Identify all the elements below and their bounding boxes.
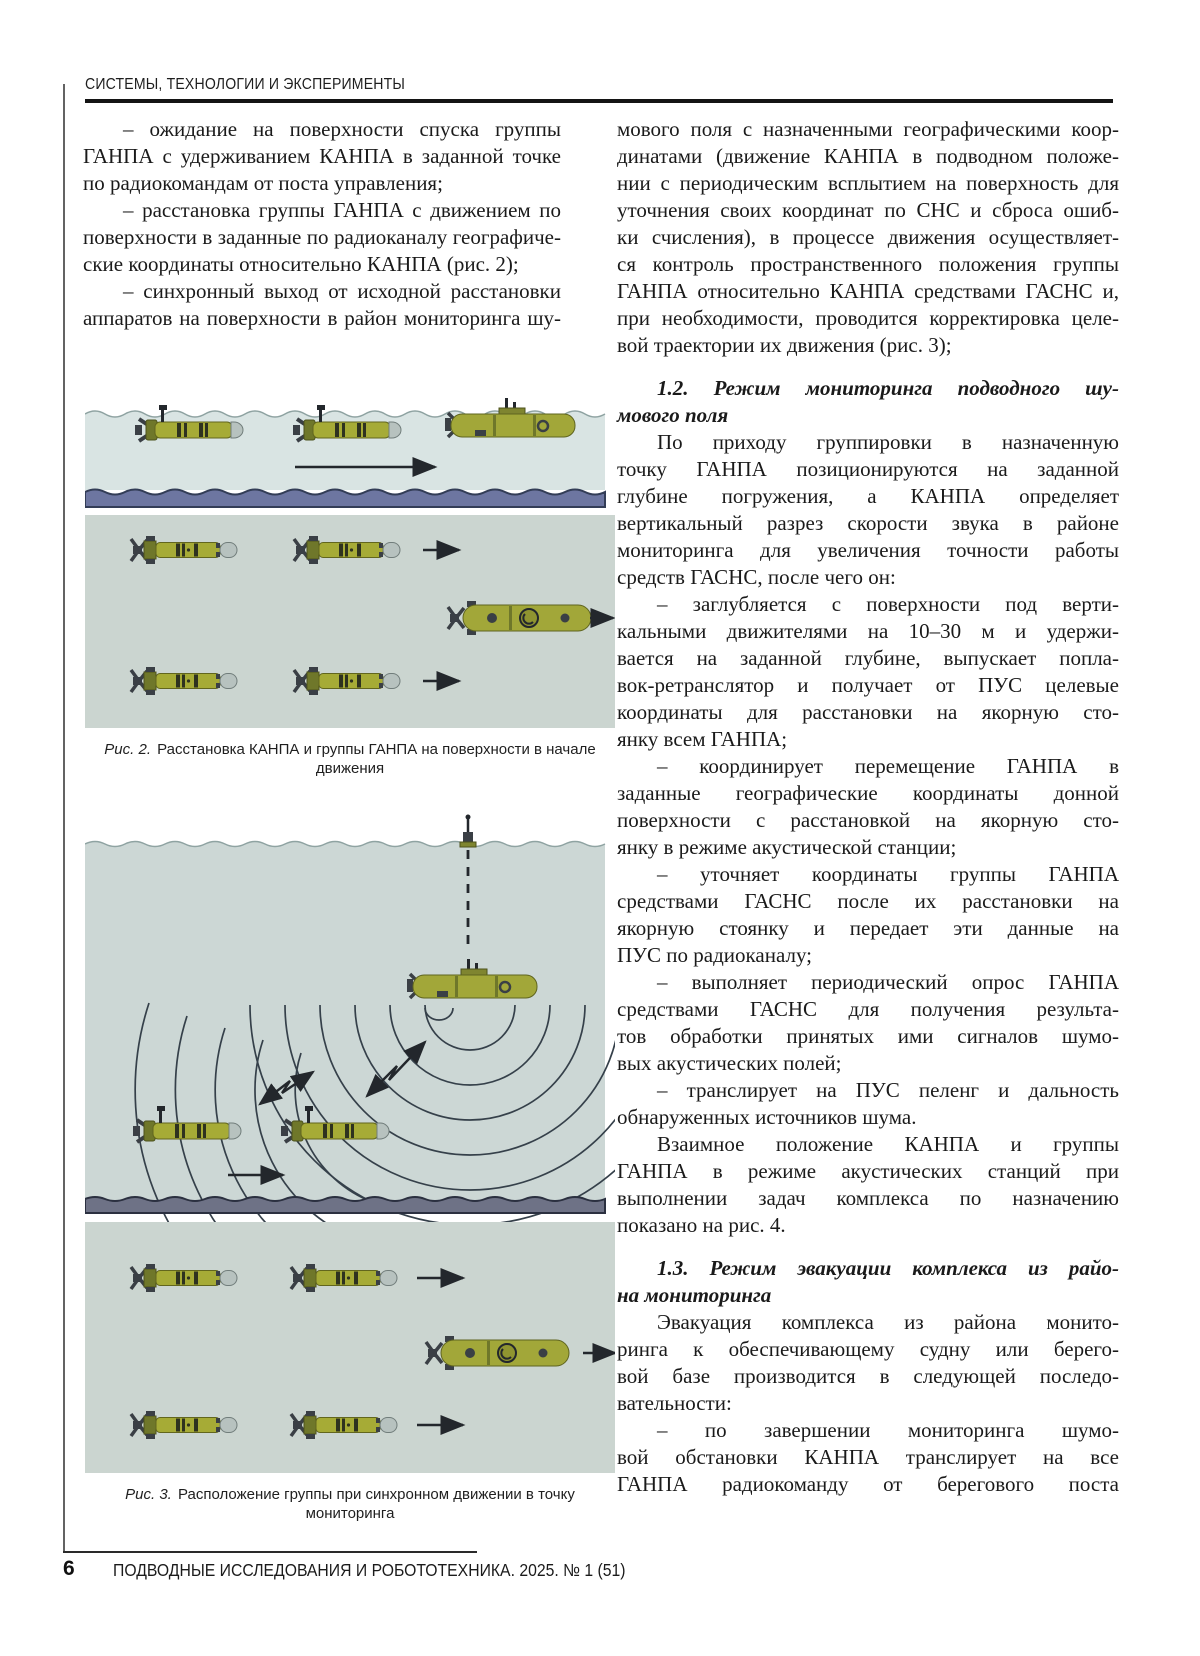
paragraph [617, 861, 1119, 969]
text-line: динатами (движение КАНПА в подводном положе- [617, 144, 1119, 168]
kanpa-auv-plan [448, 601, 591, 635]
text-line: ПУС по радиоканалу; [617, 943, 813, 967]
text-line: средствами ГАСНС для получения результа- [617, 997, 1119, 1021]
text-line: аппаратов на поверхности в район мониторинга шу- [83, 306, 561, 330]
sea-water [85, 842, 605, 1204]
paragraph [83, 197, 561, 278]
section-heading [617, 375, 1119, 429]
paragraph [617, 1309, 1119, 1417]
text-line: кальными движителями на 10–30 м и удержи- [617, 619, 1119, 643]
text-line: мониторинга для увеличения точности работы [617, 538, 1119, 562]
paragraph [617, 1077, 1119, 1131]
text-line: – по завершении мониторинга шумо- [657, 1418, 1119, 1442]
text-line: – координирует перемещение ГАНПА в [657, 754, 1119, 778]
text-line: – выполняет периодический опрос ГАНПА [657, 970, 1119, 994]
text-line: – ожидание на поверхности спуска группы [123, 117, 561, 141]
figure-3-caption [104, 1485, 596, 1523]
text-line: ГАНПА в режиме акустических станций при [617, 1159, 1119, 1183]
text-line: ские координаты относительно КАНПА (рис. 2); [83, 252, 519, 276]
text-line: средств ГАСНС, после чего он: [617, 565, 896, 589]
text-line: выполнении задач комплекса по назначению [617, 1186, 1119, 1210]
text-line: – расстановка группы ГАНПА с движением по [123, 198, 561, 222]
text-line: нии с периодическим всплытием на поверхность для [617, 171, 1119, 195]
paragraph [617, 1131, 1119, 1239]
text-line: обнаруженных источников шума. [617, 1105, 917, 1129]
text-line: янку всем ГАНПА; [617, 727, 788, 751]
text-line: Эвакуация комплекса из района монито- [657, 1310, 1119, 1334]
text-line: ки счисления), в процессе движения осуществляет- [617, 225, 1119, 249]
figure-3-caption-label: Рис. 3. [125, 1486, 172, 1503]
header-rule [85, 99, 1113, 103]
radio-buoy [460, 815, 476, 848]
text-line: вой траектории их движения (рис. 3); [617, 333, 952, 357]
text-line: глубине погружения, а КАНПА определяет [617, 484, 1119, 508]
paragraph [83, 116, 561, 197]
text-line: – транслирует на ПУС пеленг и дальность [657, 1078, 1119, 1102]
text-line: Взаимное положение КАНПА и группы [657, 1132, 1119, 1156]
text-line: вых акустических полей; [617, 1051, 842, 1075]
text-line: тов обработки принятых ими сигналов шумо- [617, 1024, 1119, 1048]
text-line: по радиокомандам от поста управления; [83, 171, 443, 195]
page-number: 6 [63, 1557, 75, 1580]
figure-3-image [85, 790, 615, 1473]
text-line: уточнения своих координат по СНС и сброса ошиб- [617, 198, 1119, 222]
figure-2-caption-label: Рис. 2. [104, 741, 151, 758]
text-line: якорную стоянку и передает эти данные на [617, 916, 1119, 940]
text-line: ся контроль пространственного положения группы [617, 252, 1119, 276]
journal-footer: ПОДВОДНЫЕ ИССЛЕДОВАНИЯ И РОБОТОТЕХНИКА. 2025. № 1 (51) [113, 1560, 626, 1580]
text-line: ГАНПА с удерживанием КАНПА в заданной точке [83, 144, 561, 168]
footer-rule [63, 1551, 477, 1553]
paragraph [617, 429, 1119, 591]
text-line: вается на заданной глубине, выпускает попла- [617, 646, 1119, 670]
text-line: янку в режиме акустической станции; [617, 835, 957, 859]
kanpa-auv [445, 398, 575, 437]
running-head: СИСТЕМЫ, ТЕХНОЛОГИИ И ЭКСПЕРИМЕНТЫ [85, 76, 406, 93]
deep-water-band [85, 490, 605, 508]
text-line: при необходимости, проводится корректировка целе- [617, 306, 1119, 330]
paragraph [617, 753, 1119, 861]
section-heading-line: 1.3. Режим эвакуации комплекса из райо- [657, 1256, 1119, 1280]
text-line: показано на рис. 4. [617, 1213, 786, 1237]
paragraph [617, 969, 1119, 1077]
figure-3 [85, 790, 615, 1523]
paragraph [617, 116, 1119, 359]
text-line: ГАНПА относительно КАНПА средствами ГАСНС и, [617, 279, 1119, 303]
text-line: – уточняет координаты группы ГАНПА [657, 862, 1119, 886]
figure-3-caption-text: Расположение группы при синхронном движении в точку мониторинга [178, 1486, 575, 1522]
left-margin-rule [63, 84, 65, 1553]
ganpa-auv [135, 405, 243, 441]
right-column-text [617, 116, 1119, 1498]
text-line: вок-ретранслятор и получает от ПУС целевые [617, 673, 1119, 697]
figure-2-caption-text: Расстановка КАНПА и группы ГАНПА на поверхности в начале движения [157, 741, 596, 777]
text-line: – заглубляется с поверхности под верти- [657, 592, 1119, 616]
section-heading-line: мового поля [617, 403, 729, 427]
left-column-text [83, 116, 561, 332]
text-line: поверхности с расстановкой на якорную сто- [617, 808, 1119, 832]
section-heading-line: 1.2. Режим мониторинга подводного шу- [657, 376, 1119, 400]
paragraph [617, 591, 1119, 753]
text-line: ГАНПА радиокоманду от берегового поста [617, 1472, 1119, 1496]
text-line: координаты для расстановки на якорную сто- [617, 700, 1119, 724]
text-line: поверхности в заданные по радиоканалу географиче- [83, 225, 561, 249]
text-line: вательности: [617, 1391, 732, 1415]
text-line: вертикальный разрез скорости звука в районе [617, 511, 1119, 535]
seafloor [85, 1197, 605, 1213]
figure-2-caption [104, 740, 596, 778]
text-line: ринга к обеспечивающему судну или берего- [617, 1337, 1119, 1361]
text-line: средствами ГАСНС после их расстановки на [617, 889, 1119, 913]
text-line: мового поля с назначенными географическими коор- [617, 117, 1119, 141]
kanpa-auv-plan [426, 1336, 569, 1370]
text-line: точку ГАНПА позиционируются на заданной [617, 457, 1119, 481]
paragraph [83, 278, 561, 332]
ganpa-auv [293, 405, 401, 441]
paragraph [617, 1417, 1119, 1498]
figure-2 [85, 380, 615, 778]
text-line: – синхронный выход от исходной расстановки [123, 279, 561, 303]
text-line: заданные географические координаты донной [617, 781, 1119, 805]
section-heading [617, 1255, 1119, 1309]
text-line: вой обстановки КАНПА транслирует на все [617, 1445, 1119, 1469]
figure-2-image [85, 380, 615, 728]
text-line: По приходу группировки в назначенную [657, 430, 1119, 454]
section-heading-line: на мониторинга [617, 1283, 772, 1307]
text-line: вой базе производится в следующей последо- [617, 1364, 1119, 1388]
